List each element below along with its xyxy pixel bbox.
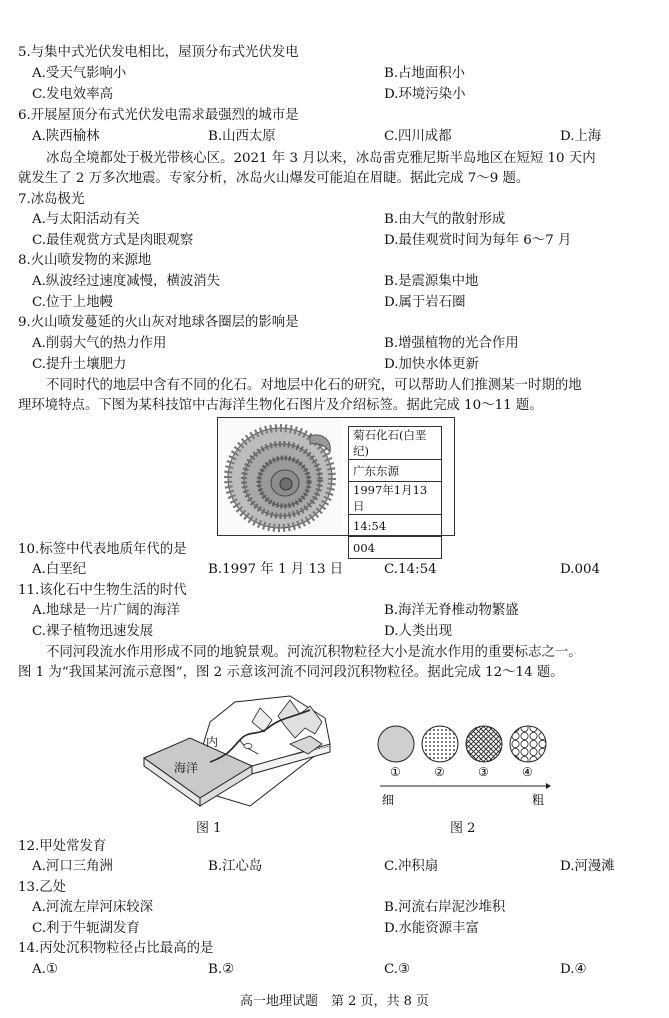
river-diagram-figure1	[140, 688, 340, 808]
q11-option-a: A.地球是一片广阔的海洋	[32, 603, 180, 618]
q12-option-c: C.冲积扇	[384, 859, 439, 874]
fossil-info-label	[348, 426, 442, 559]
q8-stem: 8.火山喷发物的来源地	[18, 253, 152, 268]
axis-label-coarse: 粗	[532, 793, 545, 807]
q9-option-a: A.削弱大气的热力作用	[32, 336, 167, 351]
q6-stem: 6.开展屋顶分布式光伏发电需求最强烈的城市是	[18, 108, 299, 123]
fig1-label-inner: 内	[206, 735, 219, 749]
sediment-grain-figure2	[376, 724, 552, 808]
figure2-caption: 图 2	[450, 821, 476, 836]
q12-option-a: A.河口三角洲	[32, 859, 113, 874]
q11-option-d: D.人类出现	[384, 624, 453, 639]
q11-option-c: C.裸子植物迅速发展	[32, 624, 154, 639]
q7-option-b: B.由大气的散射形成	[384, 212, 506, 227]
q12-option-b: B.江心岛	[208, 859, 263, 874]
q14-option-d: D.④	[560, 962, 587, 977]
grain-marker-2: ②	[434, 765, 445, 779]
q5-option-b: B.占地面积小	[384, 66, 466, 81]
q7-option-c: C.最佳观赏方式是肉眼观察	[32, 233, 194, 248]
q7-option-a: A.与太阳活动有关	[32, 212, 140, 227]
fossil-figure	[217, 417, 455, 555]
fossil-label-date: 1997年1月13日	[349, 482, 442, 515]
q14-option-b: B.②	[208, 962, 235, 977]
grain-sample-2	[422, 726, 458, 762]
intro-iceland-line2: 就发生了 2 万多次地震。专家分析，冰岛火山爆发可能迫在眉睫。据此完成 7～9 题。	[18, 171, 530, 186]
q6-option-b: B.山西太原	[208, 129, 276, 144]
fossil-label-location: 广东东源	[349, 460, 442, 482]
q13-option-c: C.利于牛轭湖发育	[32, 921, 140, 936]
q14-option-a: A.①	[32, 962, 58, 977]
q13-option-d: D.水能资源丰富	[384, 921, 479, 936]
q13-option-b: B.河流右岸泥沙堆积	[384, 900, 506, 915]
intro-fossil-line1: 不同时代的地层中含有不同的化石。对地层中化石的研究，可以帮助人们推测某一时期的地	[46, 378, 582, 393]
grain-marker-3: ③	[478, 765, 489, 779]
q10-option-d: D.004	[560, 562, 601, 577]
q10-option-b: B.1997 年 1 月 13 日	[208, 562, 344, 577]
q14-stem: 14.丙处沉积物粒径占比最高的是	[18, 941, 214, 956]
fossil-label-time: 14:54	[349, 515, 442, 537]
q12-stem: 12.甲处常发育	[18, 839, 107, 854]
q5-option-c: C.发电效率高	[32, 87, 113, 102]
q11-stem: 11.该化石中生物生活的时代	[18, 583, 187, 598]
intro-iceland-line1: 冰岛全境都处于极光带核心区。2021 年 3 月以来，冰岛雷克雅尼斯半岛地区在短短 10 天内	[46, 151, 596, 166]
q10-option-c: C.14:54	[384, 562, 437, 577]
q7-stem: 7.冰岛极光	[18, 192, 85, 207]
intro-river-line1: 不同河段流水作用形成不同的地貌景观。河流沉积物粒径大小是流水作用的重要标志之一。	[46, 645, 582, 660]
q8-option-a: A.纵波经过速度减慢，横波消失	[32, 274, 221, 289]
q9-stem: 9.火山喷发蔓延的火山灰对地球各圈层的影响是	[18, 315, 299, 330]
ammonite-fossil-image	[218, 418, 342, 535]
q6-option-a: A.陕西榆林	[32, 129, 100, 144]
q10-stem: 10.标签中代表地质年代的是	[18, 542, 187, 557]
fig1-label-sea: 海洋	[174, 761, 199, 775]
q5-stem: 5.与集中式光伏发电相比，屋顶分布式光伏发电	[18, 45, 299, 60]
page-footer: 高一地理试题 第 2 页，共 8 页	[239, 994, 430, 1009]
q9-option-d: D.加快水体更新	[384, 357, 479, 372]
figure1-caption: 图 1	[196, 821, 222, 836]
q8-option-d: D.属于岩石圈	[384, 295, 466, 310]
grain-sample-3	[466, 726, 502, 762]
q9-option-b: B.增强植物的光合作用	[384, 336, 519, 351]
grain-marker-4: ④	[522, 765, 533, 779]
q12-option-d: D.河漫滩	[560, 859, 615, 874]
intro-fossil-line2: 理环境特点。下图为某科技馆中古海洋生物化石图片及介绍标签。据此完成 10～11 题。	[18, 398, 543, 413]
q8-option-b: B.是震源集中地	[384, 274, 479, 289]
intro-river-line2: 图 1 为“我国某河流示意图”，图 2 示意该河流不同河段沉积物粒径。据此完成 12～14 题。	[18, 665, 564, 680]
q13-option-a: A.河流左岸河床较深	[32, 900, 154, 915]
q6-option-c: C.四川成都	[384, 129, 452, 144]
q6-option-d: D.上海	[560, 129, 602, 144]
q8-option-c: C.位于上地幔	[32, 295, 113, 310]
q11-option-b: B.海洋无脊椎动物繁盛	[384, 603, 519, 618]
grain-marker-1: ①	[390, 765, 401, 779]
axis-label-fine: 细	[382, 793, 395, 807]
q5-option-d: D.环境污染小	[384, 87, 466, 102]
fossil-label-number: 004	[349, 537, 442, 559]
q10-option-a: A.白垩纪	[32, 562, 87, 577]
q14-option-c: C.③	[384, 962, 411, 977]
q9-option-c: C.提升土壤肥力	[32, 357, 127, 372]
fossil-label-name: 菊石化石(白垩纪)	[349, 427, 442, 460]
grain-sample-1	[378, 726, 414, 762]
q13-stem: 13.乙处	[18, 880, 67, 895]
q7-option-d: D.最佳观赏时间为每年 6～7 月	[384, 233, 572, 248]
grain-sample-4	[510, 726, 546, 762]
q5-option-a: A.受天气影响小	[32, 66, 127, 81]
